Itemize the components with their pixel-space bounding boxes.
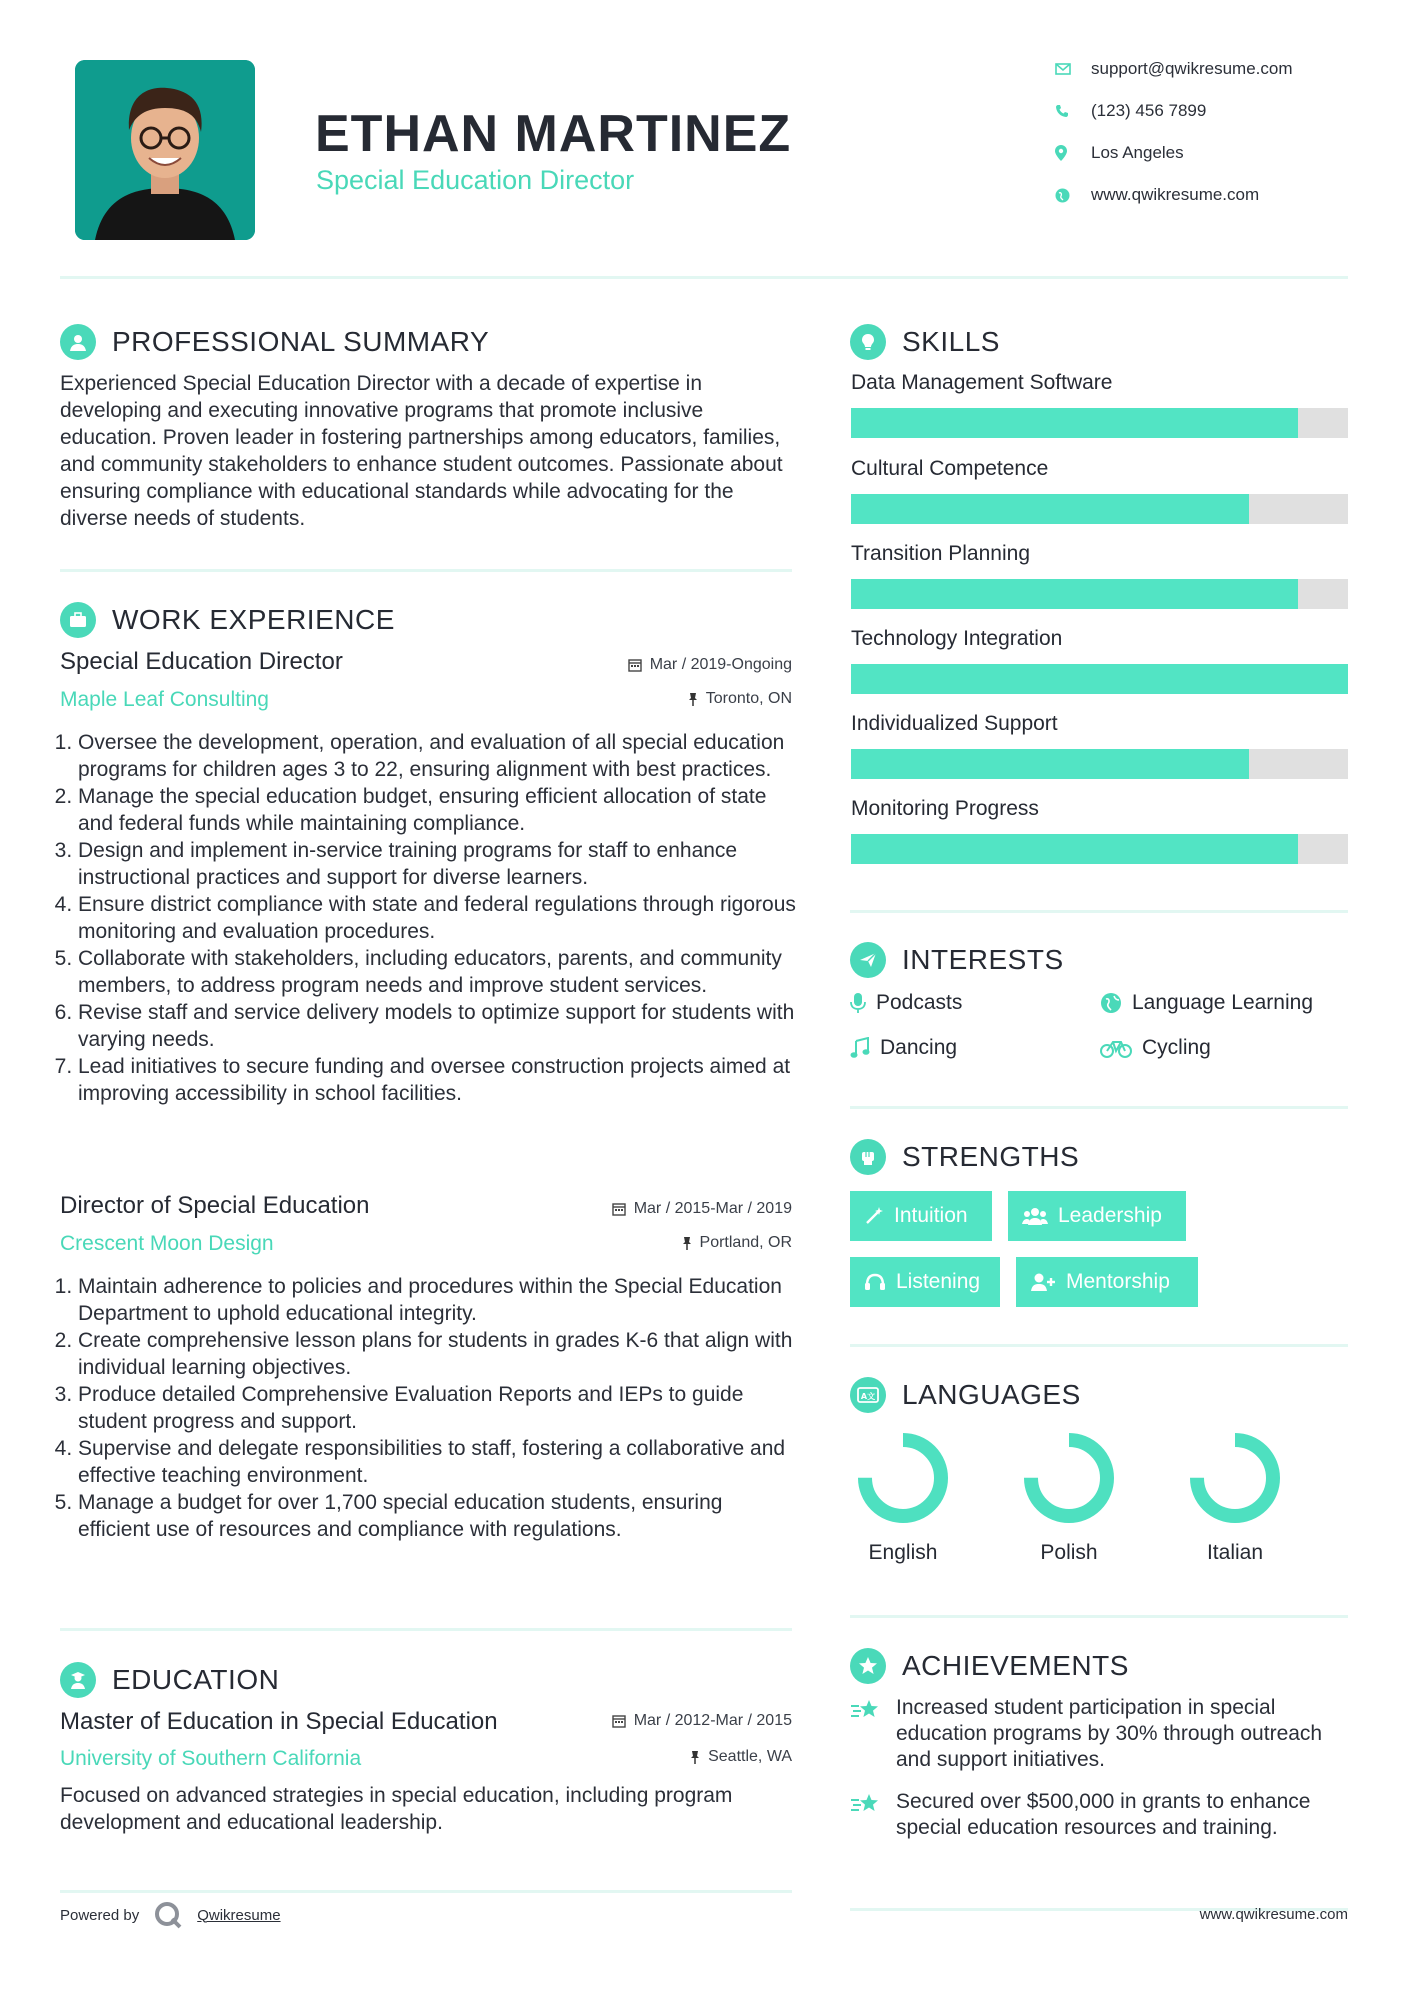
pushpin-icon — [690, 1750, 700, 1764]
calendar-icon — [612, 1714, 626, 1728]
summary-heading: PROFESSIONAL SUMMARY — [112, 326, 490, 357]
strength-label: Listening — [896, 1270, 981, 1293]
language-name: English — [868, 1541, 938, 1564]
skill-bar — [851, 408, 1348, 438]
qwikresume-logo-icon — [153, 1900, 183, 1930]
job-2-title: Director of Special Education — [60, 1192, 370, 1219]
skill-name: Data Management Software — [851, 371, 1113, 394]
contact-location — [1055, 138, 1365, 168]
job-1-title: Special Education Director — [60, 648, 343, 675]
skill-bar-fill — [851, 749, 1249, 779]
user-icon — [60, 324, 96, 360]
list-item: 2. Manage the special education budget, ensuring efficient allocation of state and federal funds while maintaining compliance. — [78, 783, 800, 837]
job-1-bullets — [60, 729, 800, 1107]
language-ring — [850, 1428, 970, 1538]
contact-phone[interactable] — [1055, 96, 1365, 126]
star-icon — [850, 1648, 886, 1684]
interests-heading: INTERESTS — [902, 944, 1064, 975]
job-1-location — [520, 690, 792, 708]
education-dates — [500, 1712, 792, 1730]
achievement-item — [850, 1789, 1350, 1841]
strengths-divider — [850, 1344, 1348, 1347]
interest-label: Cycling — [1142, 1036, 1211, 1059]
strengths-header — [850, 1137, 1079, 1177]
job-2-dates — [500, 1200, 792, 1218]
interest-item — [1100, 1033, 1211, 1063]
list-item: 5. Collaborate with stakeholders, including educators, parents, and community members, to address program needs and improve student services. — [78, 945, 800, 999]
job-2-dates-text: Mar / 2015-Mar / 2019 — [633, 1200, 792, 1217]
skill-bar-fill — [851, 664, 1348, 694]
candidate-name: ETHAN MARTINEZ — [315, 105, 792, 163]
strength-label: Leadership — [1058, 1204, 1162, 1227]
map-pin-icon — [1055, 145, 1091, 161]
job-1-company: Maple Leaf Consulting — [60, 688, 269, 711]
list-item: 5. Manage a budget for over 1,700 special education students, ensuring efficient use of resources and compliance with regulations. — [78, 1489, 800, 1543]
list-item: 3. Design and implement in-service training programs for staff to enhance instructional practices and support for diverse learners. — [78, 837, 800, 891]
skill-name: Individualized Support — [851, 712, 1058, 735]
skill-bar — [851, 749, 1348, 779]
powered-by[interactable] — [60, 1898, 281, 1932]
strength-tag — [850, 1257, 1000, 1307]
globe-icon — [1055, 188, 1091, 203]
summary-divider — [60, 569, 792, 572]
skills-header — [850, 322, 1000, 362]
skill-name: Technology Integration — [851, 627, 1063, 650]
job-2-location-text: Portland, OR — [699, 1234, 792, 1251]
list-item: 3. Produce detailed Comprehensive Evaluation Reports and IEPs to guide student progress and support. — [78, 1381, 800, 1435]
calendar-icon — [628, 658, 642, 672]
user-plus-icon — [1030, 1272, 1056, 1292]
job-1-location-text: Toronto, ON — [705, 690, 792, 707]
contact-website[interactable] — [1055, 180, 1365, 210]
list-item: 1. Oversee the development, operation, and evaluation of all special education programs for children ages 3 to 22, ensuring alignment with best practices. — [78, 729, 800, 783]
experience-divider — [60, 1628, 792, 1631]
list-item: 2. Create comprehensive lesson plans for students in grades K-6 that align with individual learning objectives. — [78, 1327, 800, 1381]
languages-divider — [850, 1615, 1348, 1618]
profile-photo — [75, 60, 255, 240]
interest-label: Podcasts — [876, 991, 963, 1014]
language-item — [1016, 1428, 1136, 1565]
strength-tag — [1008, 1191, 1186, 1241]
language-ring — [1016, 1428, 1136, 1538]
svg-text:A文: A文 — [860, 1392, 876, 1401]
job-2-bullets — [60, 1273, 800, 1543]
list-item: 6. Revise staff and service delivery models to optimize support for students with varying needs. — [78, 999, 800, 1053]
powered-by-label: Powered by — [60, 1906, 140, 1924]
education-divider — [60, 1890, 792, 1893]
achievement-item — [850, 1695, 1350, 1773]
language-ring-arc — [1197, 1440, 1273, 1516]
briefcase-icon — [60, 602, 96, 638]
header-divider — [60, 276, 1348, 279]
achievement-text: Increased student participation in special education programs by 30% through outreach and support initiatives. — [896, 1696, 1323, 1771]
headphones-icon — [864, 1272, 886, 1292]
achievements-header — [850, 1646, 1129, 1686]
interest-label: Dancing — [880, 1036, 958, 1059]
list-item: 4. Supervise and delegate responsibilities to staff, fostering a collaborative and effective teaching environment. — [78, 1435, 800, 1489]
skill-bar — [851, 494, 1348, 524]
interests-divider — [850, 1106, 1348, 1109]
skill-bar — [851, 834, 1348, 864]
microphone-icon — [850, 992, 866, 1014]
contact-website-text: www.qwikresume.com — [1091, 185, 1260, 204]
envelope-icon — [1055, 63, 1091, 75]
skill-bar — [851, 579, 1348, 609]
candidate-title: Special Education Director — [316, 165, 635, 195]
language-ring-arc — [865, 1440, 941, 1516]
skill-bar-fill — [851, 834, 1298, 864]
phone-icon — [1055, 104, 1091, 118]
skills-heading: SKILLS — [902, 326, 1000, 357]
languages-header — [850, 1375, 1081, 1415]
interests-header — [850, 940, 1064, 980]
job-1-dates — [520, 656, 792, 674]
language-ring — [1182, 1428, 1302, 1538]
strength-tag — [850, 1191, 992, 1241]
strength-label: Mentorship — [1066, 1270, 1170, 1293]
language-item — [850, 1428, 970, 1565]
shooting-star-icon — [850, 1791, 882, 1817]
language-item — [1182, 1428, 1302, 1565]
magic-wand-icon — [864, 1206, 884, 1226]
interest-item — [850, 1033, 957, 1063]
education-location-text: Seattle, WA — [708, 1748, 792, 1765]
job-1-dates-text: Mar / 2019-Ongoing — [649, 656, 792, 673]
education-header — [60, 1660, 279, 1700]
education-degree: Master of Education in Special Education — [60, 1708, 498, 1735]
strengths-heading: STRENGTHS — [902, 1141, 1080, 1172]
skill-name: Monitoring Progress — [851, 797, 1039, 820]
pushpin-icon — [682, 1236, 692, 1250]
users-icon — [1022, 1206, 1048, 1226]
paper-plane-icon — [850, 942, 886, 978]
education-location — [520, 1748, 792, 1766]
skill-name: Cultural Competence — [851, 457, 1049, 480]
achievement-text: Secured over $500,000 in grants to enhance special education resources and training. — [896, 1790, 1311, 1839]
education-dates-text: Mar / 2012-Mar / 2015 — [633, 1712, 792, 1729]
experience-heading: WORK EXPERIENCE — [112, 604, 395, 635]
experience-header — [60, 600, 395, 640]
fist-icon — [850, 1139, 886, 1175]
list-item: 4. Ensure district compliance with state and federal regulations through rigorous monitoring and evaluation procedures. — [78, 891, 800, 945]
lightbulb-icon — [850, 324, 886, 360]
job-2-location — [520, 1234, 792, 1252]
education-text: Focused on advanced strategies in special education, including program development and educational leadership. — [60, 1784, 733, 1834]
skill-name: Transition Planning — [851, 542, 1030, 565]
job-2-company: Crescent Moon Design — [60, 1232, 274, 1255]
language-name: Italian — [1206, 1541, 1264, 1564]
music-note-icon — [850, 1037, 870, 1059]
strength-tag — [1016, 1257, 1198, 1307]
list-item: 7. Lead initiatives to secure funding and oversee construction projects aimed at improving accessibility in school facilities. — [78, 1053, 800, 1107]
strength-label: Intuition — [894, 1204, 968, 1227]
language-ring-arc — [1031, 1440, 1107, 1516]
interest-item — [850, 988, 962, 1018]
globe-icon — [1100, 992, 1122, 1014]
language-card-icon — [850, 1377, 886, 1413]
education-school: University of Southern California — [60, 1747, 362, 1770]
list-item: 1. Maintain adherence to policies and procedures within the Special Education Department to uphold educational integrity. — [78, 1273, 800, 1327]
contact-email-text: support@qwikresume.com — [1091, 59, 1293, 78]
education-heading: EDUCATION — [112, 1664, 280, 1695]
skill-bar — [851, 664, 1348, 694]
pushpin-icon — [688, 692, 698, 706]
interest-item — [1100, 988, 1313, 1018]
summary-header — [60, 322, 489, 362]
summary-text: Experienced Special Education Director with a decade of expertise in developing and executing innovative programs that promote inclusive education. Proven leader in fostering partnerships among educators, families, and community stakeholders to enhance student outcomes. Passionate about ensuring compliance with educational standards while advocating for the diverse needs of students. — [60, 372, 783, 530]
contact-phone-text: (123) 456 7899 — [1091, 101, 1207, 120]
skills-divider — [850, 910, 1348, 913]
languages-heading: LANGUAGES — [902, 1379, 1081, 1410]
bicycle-icon — [1100, 1037, 1132, 1059]
shooting-star-icon — [850, 1697, 882, 1723]
avatar-icon — [75, 60, 255, 240]
graduate-icon — [60, 1662, 96, 1698]
skill-bar-fill — [851, 494, 1249, 524]
skill-bar-fill — [851, 408, 1298, 438]
footer-website[interactable]: www.qwikresume.com — [1199, 1906, 1348, 1923]
contact-location-text: Los Angeles — [1091, 143, 1184, 162]
powered-by-brand[interactable]: Qwikresume — [197, 1906, 281, 1924]
language-name: Polish — [1040, 1541, 1098, 1564]
interest-label: Language Learning — [1132, 991, 1314, 1014]
calendar-icon — [612, 1202, 626, 1216]
contact-email[interactable] — [1055, 54, 1365, 84]
skill-bar-fill — [851, 579, 1298, 609]
achievements-heading: ACHIEVEMENTS — [902, 1650, 1129, 1681]
